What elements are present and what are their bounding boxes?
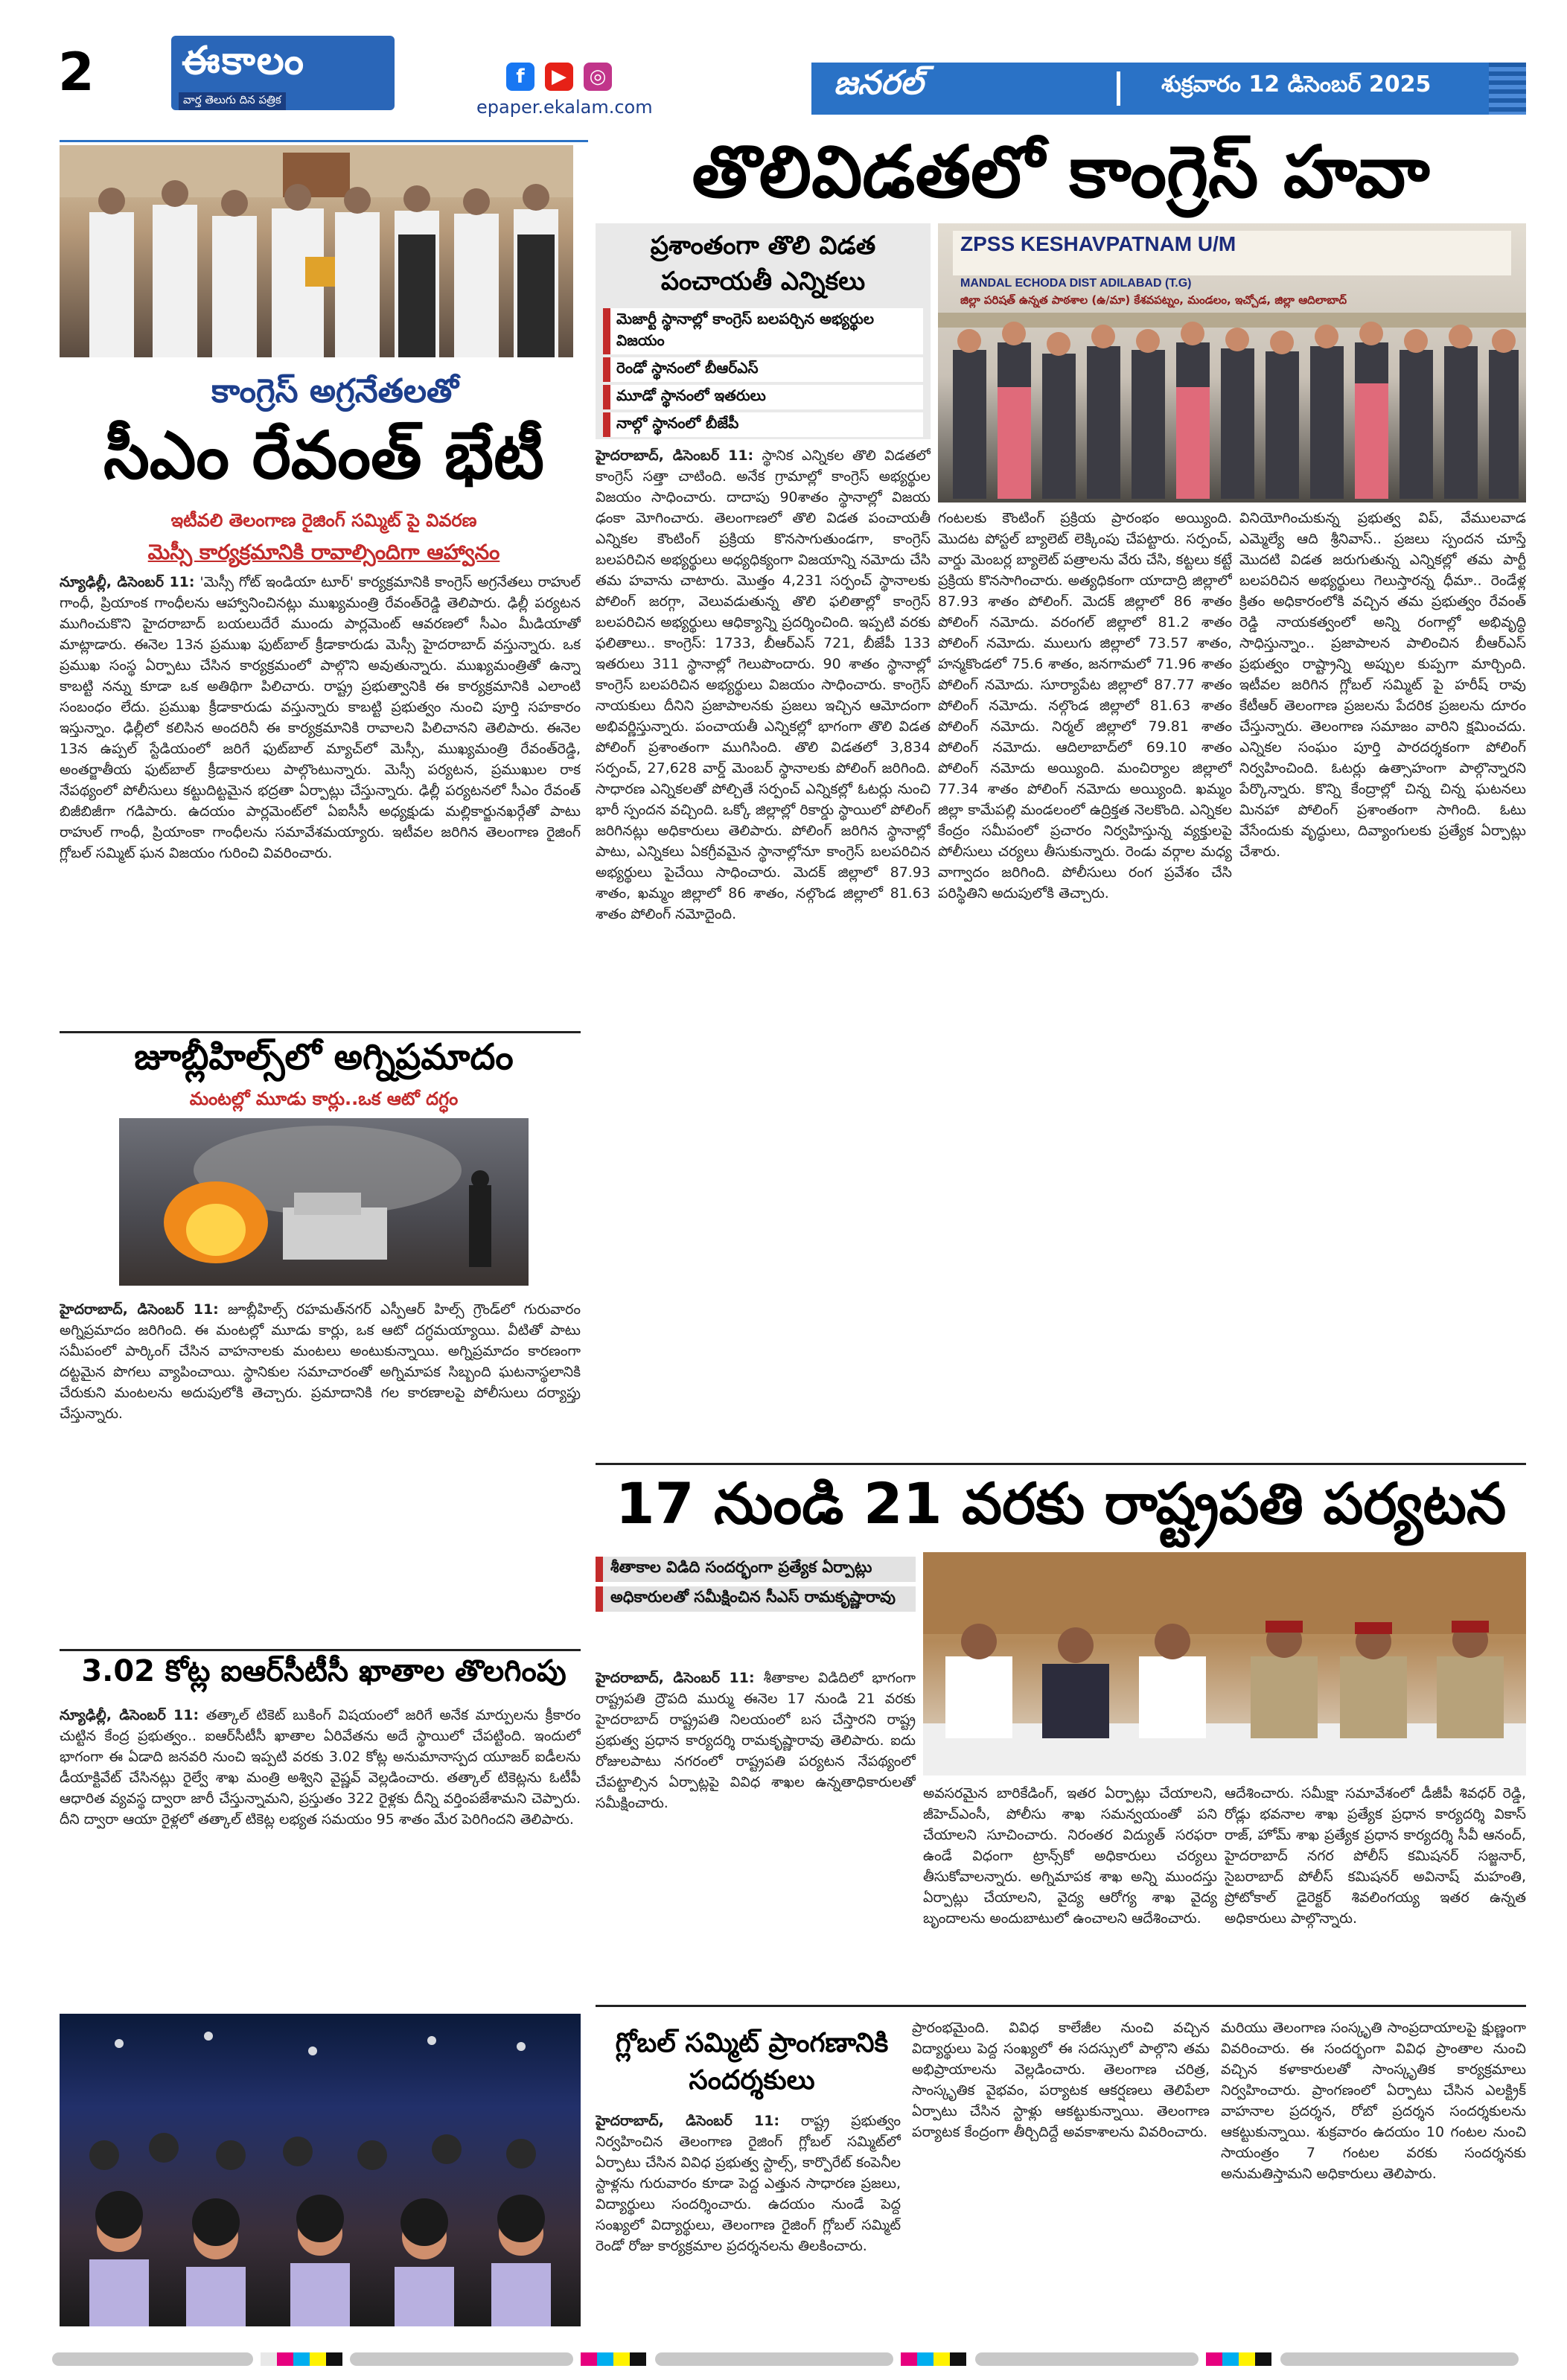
logo-text: ఈకాలం [182, 39, 306, 83]
section-title: జనరల్ [834, 64, 924, 102]
column-rule [60, 140, 588, 142]
bullet-item: శీతాకాల విడిది సందర్భంగా ప్రత్యేక ఏర్పాట్లు [596, 1557, 916, 1582]
fire-accident-photo [119, 1118, 529, 1286]
story2-sub: మంటల్లో మూడు కార్లు..ఒక ఆటో దగ్ధం [189, 1088, 459, 1109]
print-registration-strip [52, 2352, 1526, 2367]
color-swatch [917, 2352, 934, 2366]
fire-photo-drawing [119, 1118, 529, 1286]
story1-body [60, 572, 581, 1018]
color-swatch [581, 2352, 597, 2366]
meeting-review-drawing [923, 1552, 1526, 1776]
meeting-photo-drawing [60, 145, 573, 357]
color-swatch [901, 2352, 917, 2366]
summit-story-col3: మరియు తెలంగాణ సంస్కృతి సాంప్రదాయాలపై క్షుణ్ణంగా వివరించారు. ఈ సందర్భంగా వివిధ ప్రాంతాల నుంచి వచ్చిన కళాకారులతో సాంస్కృతిక కార్యక్రమాలు నిర్వహించారు. ప్రాంగణంలో ఏర్పాటు చేసిన ఎలక్ట్రిక్ వాహనాల ప్రదర్శన, రోబో ప్రదర్శన సందర్శకులను ఆకట్టుకున్నాయి. శుక్రవారం ఉదయం 10 గంటల నుంచి సాయంత్రం 7 గంటల వరకు సందర్శనకు అనుమతిస్తామని అధికారులు తెలిపారు. [1221, 2020, 1526, 2182]
footer-bar [52, 2352, 253, 2366]
students-photo-drawing [60, 2014, 581, 2326]
logo-tagline: వార్త తెలుగు దిన పత్రిక [179, 92, 286, 110]
youtube-icon[interactable]: ▶ [545, 63, 573, 91]
color-swatch [326, 2352, 342, 2366]
story1-sub1: ఇటీవలి తెలంగాణ రైజింగ్ సమ్మిట్ పై వివరణ [170, 510, 477, 531]
footer-bar [350, 2352, 573, 2366]
color-swatch [630, 2352, 646, 2366]
summit-headline: గ్లోబల్ సమ్మిట్ ప్రాంగణానికి సందర్శకులు [615, 2028, 889, 2096]
color-swatch [1222, 2352, 1239, 2366]
footer-bar [975, 2352, 1199, 2366]
main-headline: తొలివిడతలో కాంగ్రెస్ హవా [692, 130, 1430, 214]
story2-dateline: హైదరాబాద్, డిసెంబర్ 11: [60, 1301, 219, 1318]
summit-text-1: రాష్ట్ర ప్రభుత్వం నిర్వహించిన తెలంగాణ రైజింగ్ గ్లోబల్ సమ్మిట్‌లో ఏర్పాటు చేసిన వివిధ ప్రభుత్వ స్టాల్స్, కార్పొరేట్ కంపెనీల స్టాళ్లను గురువారం కూడా పెద్ద ఎత్తున సాధారణ ప్రజలు, విద్యార్థులు సందర్శించారు. ఉదయం నుండే పెద్ద సంఖ్యలో విద్యార్థులు, తెలంగాణ రైజింగ్ గ్లోబల్ సమ్మిట్ రెండో రోజు కార్యక్రమాల ప్రదర్శనలను తిలకించారు. [596, 2113, 901, 2254]
bullet-item: మెజార్టీ స్థానాల్లో కాంగ్రెస్ బలపర్చిన అభ్యర్థుల విజయం [603, 308, 923, 354]
color-swatch [1239, 2352, 1255, 2366]
bullet-item: రెండో స్థానంలో బీఆర్ఎస్ [603, 357, 923, 382]
school-sign-sub: MANDAL ECHODA DIST ADILABAD (T.G) [960, 277, 1192, 290]
review-meeting-photo [923, 1552, 1526, 1776]
bullet-item: నాల్గో స్థానంలో బీజేపీ [603, 412, 923, 437]
president-story-col2: అవసరమైన బారికేడింగ్, ఇతర ఏర్పాట్లు చేయాలని, జీహెచ్ఎంసీ, పోలీసు శాఖ సమన్వయంతో పని చేయాలని సూచించారు. నిరంతర విద్యుత్ సరఫరా ఉండే విధంగా ట్రాన్స్‌కో అధికారులు చర్యలు తీసుకోవాలన్నారు. అగ్నిమాపక శాఖ అన్ని ముందస్తు ఏర్పాట్లు చేయాలని, వైద్య ఆరోగ్య శాఖ వైద్య బృందాలను అందుబాటులో ఉంచాలని ఆదేశించారు. [923, 1785, 1217, 1927]
story2-body [60, 1299, 581, 1642]
main-story-col2: గంటలకు కౌంటింగ్ ప్రక్రియ ప్రారంభం అయ్యింది. మొదట పోస్టల్ బ్యాలెట్ లెక్కింపు చేపట్టారు. సర్పంచ్, వార్డు మెంబర్ల బ్యాలెట్ పత్రాలను వేరు చేసి, కట్టలు కట్టే ప్రక్రియ కొనసాగించారు. అత్యధికంగా యాదాద్రి జిల్లాలో 87.93 శాతం పోలింగ్. మెదక్ జిల్లాలో 86 శాతం పోలింగ్ నమోదు. వరంగల్ జిల్లాలో 81.2 శాతం పోలింగ్ నమోదు. ములుగు జిల్లాలో 73.57 శాతం, హన్మకొండలో 75.6 శాతం, జనగామలో 71.96 శాతం పోలింగ్ నమోదు. సూర్యాపేట జిల్లాలో 87.77 శాతం పోలింగ్ నమోదు. నల్గొండ జిల్లాలో 81.63 శాతం పోలింగ్ నమోదు. నిర్మల్ జిల్లాలో 79.81 శాతం పోలింగ్ నమోదు. ఆదిలాబాద్‌లో 69.10 శాతం పోలింగ్ నమోదు అయ్యింది. మంచిర్యాల జిల్లాలో 77.34 శాతం పోలింగ్ నమోదు అయ్యింది. ఖమ్మం జిల్లా కామేపల్లి మండలంలో ఉద్రిక్తత నెలకొంది. ఎన్నికల కేంద్రం సమీపంలో ప్రచారం నిర్వహిస్తున్న వ్యక్తులపై పోలీసులు చర్యలు తీసుకున్నారు. రెండు వర్గాల మధ్య వాగ్వాదం జరిగింది. పోలీసులు రంగ ప్రవేశం చేసి పరిస్థితిని అదుపులోకి తెచ్చారు. [938, 510, 1232, 902]
election-box-title: ప్రశాంతంగా తొలి విడత పంచాయతీ ఎన్నికలు [650, 231, 876, 296]
president-story-col1 [596, 1668, 916, 1995]
color-swatch [310, 2352, 326, 2366]
summit-story-col1 [596, 2111, 901, 2326]
president-story-col3: ఆదేశించారు. సమీక్షా సమావేశంలో డీజీపీ శివధర్ రెడ్డి, రోడ్లు భవనాల శాఖ ప్రత్యేక ప్రధాన కార్యదర్శి వికాస్ రాజ్, హోమ్ శాఖ ప్రత్యేక ప్రధాన కార్యదర్శి సీవీ ఆనంద్, హైదరాబాద్ నగర పోలీస్ కమిషనర్ సజ్జనార్, సైబరాబాద్ పోలీస్ కమిషనర్ అవినాష్ మహంతి, ప్రోటోకాల్ డైరెక్టర్ శివలింగయ్య ఇతర ఉన్నత అధికారులు పాల్గొన్నారు. [1225, 1785, 1526, 1927]
school-sign-telugu: జిల్లా పరిషత్ ఉన్నత పాఠశాల (ఉ/మా) కేశవపట్నం, మండలం, ఇచ్చోడ, జిల్లా ఆదిలాబాద్ [960, 293, 1347, 307]
color-swatch [1255, 2352, 1271, 2366]
story3-body-text: తత్కాల్ టికెట్ బుకింగ్ విషయంలో జరిగే అనేక మార్పులను క్రీకారం చుట్టిన కేంద్ర ప్రభుత్వం.. ఐఆర్‌సీటీసీ ఖాతాల ఏరివేతను అదే స్థాయిలో చేపట్టింది. ఇందులో భాగంగా ఈ ఏడాది జనవరి నుంచి ఇప్పటి వరకు 3.02 కోట్ల అనుమానాస్పద యూజర్ ఐడీలను డీయాక్టివేట్ చేసినట్లు రైల్వే శాఖ మంత్రి అశ్విని వైష్ణవ్ వెల్లడించారు. తత్కాల్ టికెట్లను ఓటీపీ ఆధారిత వ్యవస్థ ద్వారా జారీ చేస్తున్నామని, ప్రస్తుతం 322 రైళ్లకు దీన్ని వర్తింపజేశామని చెప్పారు. దీని ద్వారా ఆయా రైళ్లలో తత్కాల్ టికెట్ల లభ్యత సమయం 95 శాతం మేర పెరిగిందని తెలిపారు. [60, 1707, 581, 1828]
color-swatch [277, 2352, 293, 2366]
header-stripe [1489, 63, 1526, 115]
color-swatch [293, 2352, 310, 2366]
issue-date: శుక్రవారం 12 డిసెంబర్ 2025 [1161, 71, 1432, 98]
story3-body [60, 1705, 581, 1995]
color-swatch [934, 2352, 950, 2366]
main-story-text-1: స్థానిక ఎన్నికల తొలి విడతలో కాంగ్రెస్ సత్తా చాటింది. అనేక గ్రామాల్లో కాంగ్రెస్ అభ్యర్థుల విజయం సాధించారు. దాదాపు 90శాతం స్థానాల్లో విజయ ఢంకా మోగించారు. తెలంగాణలో తొలి విడత పంచాయతీ ఎన్నికల కౌంటింగ్ ప్రక్రియ కొనసాగుతుండగా, కాంగ్రెస్ బలపరిచిన అభ్యర్థులు అధ్యధిక్యంగా విజయాన్ని నమోదు చేసి తమ హవాను చాటారు. మొత్తం 4,231 సర్పంచ్ స్థానాలకు పోలింగ్ జరగ్గా, వెలువడుతున్న తొలి ఫలితాల్లో కాంగ్రెస్ బలపరిచిన అభ్యర్థులు ఆధిక్యాన్ని ప్రదర్శించింది. ఇప్పటి వరకు ఫలితాలు.. కాంగ్రెస్: 1733, బీఆర్ఎస్ 721, బీజేపీ 133 ఇతరులు 311 స్థానాల్లో గెలుపొందారు. 90 శాతం స్థానాల్లో కాంగ్రెస్ బలపరిచిన అభ్యర్థులు విజయం సాధించారు. కాంగ్రెస్ నాయకులు దీనిని ప్రజాపాలనకు ప్రజలు ఇచ్చిన ఆమోదంగా అభివర్ణిస్తున్నారు. పంచాయతీ ఎన్నికల్లో భాగంగా తొలి విడత పోలింగ్ ప్రశాంతంగా ముగిసింది. తొలి విడతలో 3,834 సర్పంచ్, 27,628 వార్డ్ మెంబర్ స్థానాలకు పోలింగ్ జరిగింది. సాధారణ ఎన్నికలతో పోల్చితే సర్పంచ్ ఎన్నికల్లో ఓటర్లు నుంచి భారీ స్పందన వచ్చింది. ఒక్కో జిల్లాల్లో రికార్డు స్థాయిలో పోలింగ్ జరిగినట్లు అధికారులు తెలిపారు. పోలింగ్ జరిగిన స్థానాల్లో పాటు, ఎన్నికలు ఏకగ్రీవమైన స్థానాల్లోనూ కాంగ్రెస్ బలపరిచిన అభ్యర్థులు పైచేయి సాధించారు. మెదక్ జిల్లాలో 87.93 శాతం, ఖమ్మం జిల్లాలో 86 శాతం, నల్గొండ జిల్లాలో 81.63 శాతం పోలింగ్ నమోదైంది. [596, 447, 931, 922]
president-headline: 17 నుండి 21 వరకు రాష్ట్రపతి పర్యటన [615, 1470, 1507, 1537]
color-swatch [597, 2352, 613, 2366]
page-number: 2 [58, 42, 95, 103]
color-swatch [613, 2352, 630, 2366]
president-bullets [596, 1552, 916, 1616]
congress-meeting-photo [60, 145, 573, 357]
story1-body-text: 'మెస్సీ గోట్ ఇండియా టూర్' కార్యక్రమానికి కాంగ్రెస్ అగ్రనేతలు రాహుల్ గాంధీ, ప్రియాంక గాంధీలను ఆహ్వానించినట్లు ముఖ్యమంత్రి రేవంత్‌రెడ్డి తెలిపారు. ఢిల్లీ పర్యటన ముగించుకొని హైదరాబాద్ బయలుదేరే ముందు పార్లమెంట్ ఆవరణలో సీఎం మీడియాతో మాట్లాడారు. ఈనెల 13న ప్రముఖ ఫుట్‌బాల్ క్రీడాకారుడు మెస్సీ హైదరాబాద్ వస్తున్నారు. ఒక ప్రముఖ సంస్థ ఏర్పాటు చేసిన కార్యక్రమంలో పాల్గొని అవుతున్నారు. ముఖ్యమంత్రితో ఉన్నా కాబట్టి నన్ను కూడా ఒక అతిథిగా పిలిచారు. రాష్ట్ర ప్రభుత్వానికి ఈ కార్యక్రమానికి ఎలాంటి సంబంధం లేదు. ప్రముఖ క్రీడాకారుడు వస్తున్నారు కాబట్టి ప్రభుత్వం నుంచి పూర్తి సహకారం ఇస్తున్నాం. ఢిల్లీలో కలిసిన అందరినీ ఈ కార్యక్రమానికి రావాలని పిలిచానని తెలిపారు. ఈనెల 13న ఉప్పల్ స్టేడియంలో జరిగే ఫుట్‌బాల్ మ్యాచ్‌లో మెస్సీ, ముఖ్యమంత్రి రేవంత్‌రెడ్డి, అంతర్జాతీయ ఫుట్‌బాల్ క్రీడాకారులు పాల్గొంటున్నారు. మెస్సీ పర్యటన, ప్రముఖుల రాక నేపథ్యంలో పోలీసులు కట్టుదిట్టమైన భద్రతా ఏర్పాట్లు చేస్తున్నారు. ఢిల్లీ పర్యటనలో సీఎం రేవంత్ బిజీబిజీగా గడిపారు. ఉదయం పార్లమెంట్‌లో ఏఐసీసీ అధ్యక్షుడు మల్లికార్జునఖర్గేతో పాటు రాహుల్ గాంధీ, ప్రియాంకా గాంధీలను సమావేశమయ్యారు. ఇటీవల జరిగిన తెలంగాణ రైజింగ్ గ్లోబల్ సమ్మిట్ ఘన విజయం గురించి వివరించారు. [60, 574, 581, 861]
bullet-item: అధికారులతో సమీక్షించిన సీఎస్ రామకృష్ణారావు [596, 1586, 916, 1612]
facebook-icon[interactable]: f [506, 63, 534, 91]
footer-bar [1280, 2352, 1519, 2366]
newspaper-logo[interactable] [171, 36, 395, 110]
story1-sub2: మెస్సీ కార్యక్రమానికి రావాల్సిందిగా ఆహ్వానం [147, 540, 500, 564]
divider [60, 1031, 581, 1033]
president-dateline: హైదరాబాద్, డిసెంబర్ 11: [596, 1670, 755, 1686]
section-divider [1117, 71, 1120, 106]
main-story-col3: వినియోగించుకున్న ప్రభుత్వ విప్, వేములవాడ ఎమ్మెల్యే ఆది శ్రీనివాస్.. ప్రజలు స్పందన చూస్తే మొదటి విడత జరుగుతున్న ఎన్నికల్లో తమ పార్టీ బలపరిచిన అభ్యర్థులు గెలుస్తారన్న ధీమా.. రెండేళ్ల క్రితం అధికారంలోకి వచ్చిన తమ ప్రభుత్వం రేవంత్ రెడ్డి నాయకత్వంలో అన్ని రంగాల్లో అభివృద్ధి సాధిస్తున్నాం.. ప్రజాపాలన పాలించిన బీఆర్ఎస్ ప్రభుత్వం రాష్ట్రాన్ని అప్పుల కుప్పగా మార్చింది. ఇటీవల జరిగిన గ్లోబల్ సమ్మిట్ పై హరీష్ రావు కేటీఆర్ తెలంగాణ ప్రజలను పేదరిక ప్రజలను దూరం చేస్తున్నారు. తెలంగాణ సమాజం వారిని క్షమించదు. ఎన్నికల సంఘం పూర్తి పారదర్శకంగా పోలింగ్ నిర్వహించింది. ఓటర్లు ఉత్సాహంగా పాల్గొన్నారని పేర్కొన్నారు. కొన్ని కేంద్రాల్లో చిన్న చిన్న ఘటనలు మినహా పోలింగ్ ప్రశాంతంగా సాగింది. ఓటు వేసేందుకు వృద్ధులు, దివ్యాంగులకు ప్రత్యేక ఏర్పాట్లు చేశారు. [1239, 510, 1526, 860]
school-sign-text: ZPSS KESHAVPATNAM U/M [960, 232, 1236, 255]
summit-students-photo [60, 2014, 581, 2326]
main-story-col1 [596, 445, 931, 1458]
polling-booth-photo [938, 223, 1526, 503]
story2-body-text: జూబ్లీహిల్స్ రహమత్‌నగర్ ఎస్పీఆర్ హిల్స్ గ్రౌండ్‌లో గురువారం అగ్నిప్రమాదం జరిగింది. ఈ మంటల్లో మూడు కార్లు, ఒక ఆటో దగ్ధమయ్యాయి. వీటితో పాటు సమీపంలో పార్కింగ్ చేసిన వాహనాలకు మంటలు అంటుకున్నాయి. అగ్నిప్రమాదం కారణంగా దట్టమైన పొగలు వ్యాపించాయి. స్థానికుల సమాచారంతో అగ్నిమాపక సిబ్బంది ఘటనాస్థలానికి చేరుకుని మంటలను అదుపులోకి తెచ్చారు. ప్రమాదానికి గల కారణాలపై పోలీసులు దర్యాప్తు చేస్తున్నారు. [60, 1301, 581, 1422]
divider [596, 2005, 1526, 2007]
social-links [506, 63, 622, 92]
summit-dateline: హైదరాబాద్, డిసెంబర్ 11: [596, 2113, 780, 2129]
color-swatch [261, 2352, 277, 2366]
story2-title: జూబ్లీహిల్స్‌లో అగ్నిప్రమాదం [134, 1036, 514, 1078]
divider [596, 1463, 1526, 1465]
epaper-url[interactable]: epaper.ekalam.com [476, 97, 653, 118]
voters-queue-drawing [938, 223, 1526, 503]
bullet-item: మూడో స్థానంలో ఇతరులు [603, 385, 923, 409]
divider [60, 1649, 581, 1651]
story1-title: సీఎం రేవంత్ భేటీ [103, 417, 544, 494]
story1-kicker: కాంగ్రెస్ అగ్రనేతలతో [211, 372, 459, 410]
story3-title: 3.02 కోట్ల ఐఆర్‌సీటీసీ ఖాతాల తొలగింపు [81, 1654, 567, 1688]
instagram-icon[interactable]: ◎ [584, 63, 612, 91]
election-bullets [603, 305, 923, 440]
color-swatch [950, 2352, 966, 2366]
story1-dateline: న్యూఢిల్లీ, డిసెంబర్ 11: [60, 574, 195, 590]
president-text-1: శీతాకాల విడిదిలో భాగంగా రాష్ట్రపతి ద్రౌపది ముర్ము ఈనెల 17 నుండి 21 వరకు హైదరాబాద్ రాష్ట్రపతి నిలయంలో బస చేస్తారని రాష్ట్ర ప్రభుత్వ ప్రధాన కార్యదర్శి రామకృష్ణారావు తెలిపారు. ఐదు రోజులపాటు నగరంలో రాష్ట్రపతి పర్యటన నేపథ్యంలో చేపట్టాల్సిన ఏర్పాట్లపై వివిధ శాఖల ఉన్నతాధికారులతో సమీక్షించారు. [596, 1670, 916, 1811]
footer-bar [655, 2352, 893, 2366]
main-story-dateline: హైదరాబాద్, డిసెంబర్ 11: [596, 447, 754, 464]
color-swatch [1206, 2352, 1222, 2366]
story3-dateline: న్యూఢిల్లీ, డిసెంబర్ 11: [60, 1707, 200, 1723]
summit-story-col2: ప్రారంభమైంది. వివిధ కాలేజీల నుంచి వచ్చిన విద్యార్థులు పెద్ద సంఖ్యలో ఈ సదస్సులో పాల్గొని తమ అభిప్రాయాలను వెల్లడించారు. తెలంగాణ చరిత్ర, సాంస్కృతిక వైభవం, పర్యాటక ఆకర్షణలు తెలిపేలా ఏర్పాటు చేసిన స్టాళ్లు ఆకట్టుకున్నాయి. తెలంగాణ పర్యాటక కేంద్రంగా తీర్చిదిద్దే అవకాశాలను వివరించారు. [912, 2020, 1210, 2140]
